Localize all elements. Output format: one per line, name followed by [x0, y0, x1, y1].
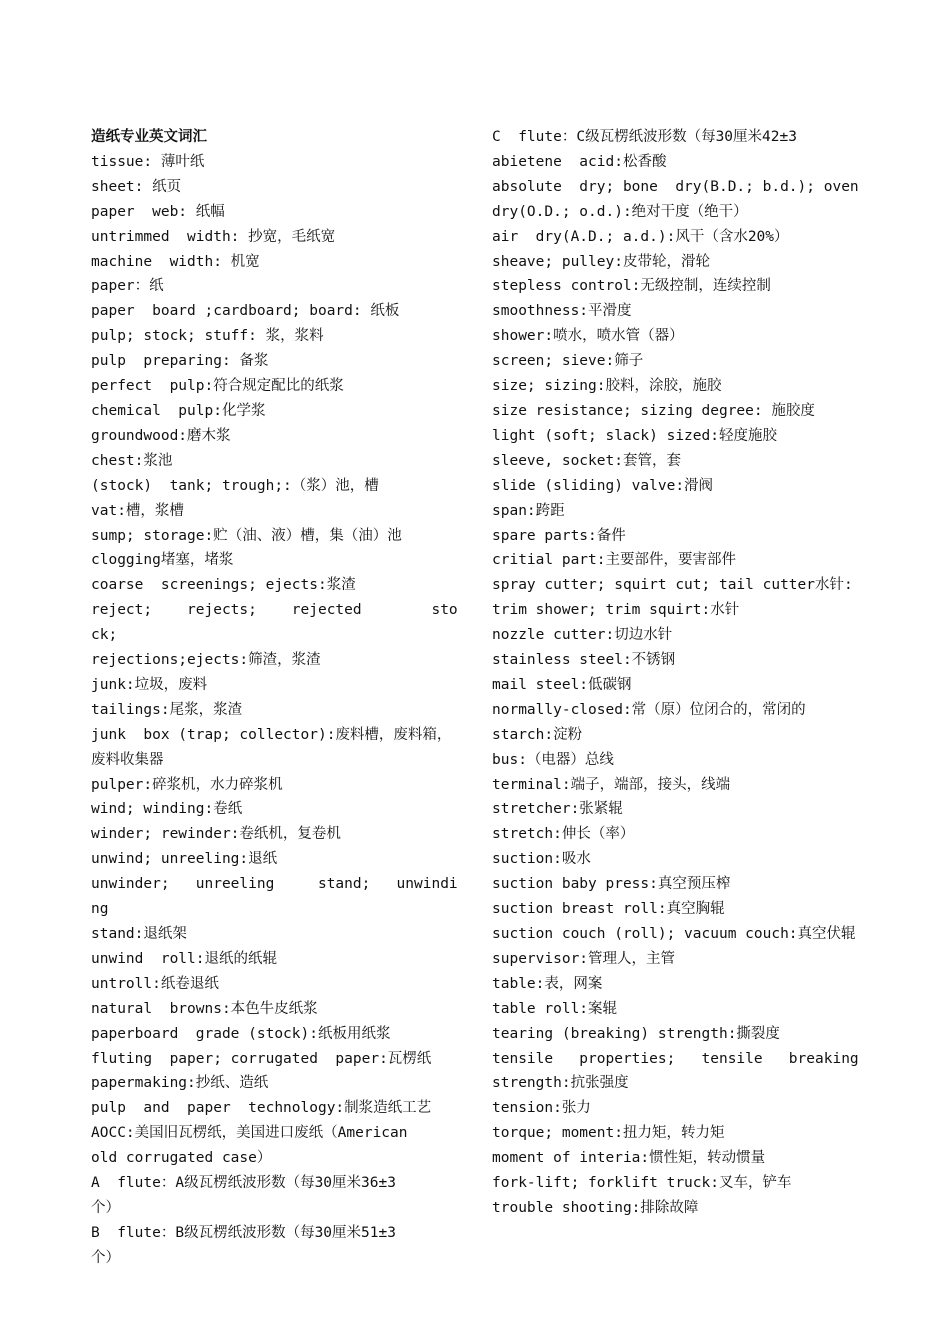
glossary-line: air dry(A.D.; a.d.):风干（含水20%） [492, 228, 789, 245]
glossary-line: sheave; pulley:皮带轮，滑轮 [492, 253, 710, 270]
glossary-line: 个） [91, 1199, 120, 1216]
glossary-line: stainless steel:不锈钢 [492, 652, 676, 669]
glossary-line: abietene acid:松香酸 [492, 153, 667, 170]
glossary-line: pulp and paper technology:制浆造纸工艺 [91, 1100, 432, 1117]
glossary-line: sheet: 纸页 [91, 178, 182, 195]
glossary-line: tensile properties; tensile breaking [492, 1050, 859, 1067]
glossary-line: groundwood:磨木浆 [91, 427, 231, 444]
glossary-line: suction:吸水 [492, 851, 591, 868]
right-entry-list [492, 125, 864, 1221]
glossary-line: mail steel:低碳钢 [492, 676, 632, 693]
glossary-line: winder; rewinder:卷纸机，复卷机 [91, 826, 341, 843]
glossary-line: nozzle cutter:切边水针 [492, 627, 673, 644]
glossary-line: 废料收集器 [91, 751, 164, 768]
document-title: 造纸专业英文词汇 [91, 129, 207, 145]
glossary-line: size; sizing:胶料，涂胶，施胶 [492, 378, 722, 395]
glossary-line: table:表，网案 [492, 975, 603, 992]
glossary-line: natural browns:本色牛皮纸浆 [91, 1000, 318, 1017]
glossary-line: pulper:碎浆机，水力碎浆机 [91, 776, 283, 793]
glossary-line: wind; winding:卷纸 [91, 801, 243, 818]
glossary-line: torque; moment:扭力矩，转力矩 [492, 1125, 725, 1142]
glossary-line: paperboard grade (stock):纸板用纸浆 [91, 1025, 391, 1042]
glossary-line: machine width: 机宽 [91, 253, 260, 270]
glossary-line: table roll:案辊 [492, 1000, 618, 1017]
glossary-line: stretcher:张紧辊 [492, 801, 623, 818]
glossary-line: untroll:纸卷退纸 [91, 975, 219, 992]
glossary-line: untrimmed width: 抄宽，毛纸宽 [91, 228, 336, 245]
glossary-line: supervisor:管理人，主管 [492, 950, 676, 967]
glossary-line: trouble shooting:排除故障 [492, 1199, 699, 1216]
glossary-line: stretch:伸长（率） [492, 826, 635, 843]
glossary-line: absolute dry; bone dry(B.D.; b.d.); oven [492, 178, 859, 195]
glossary-line: A flute：A级瓦楞纸波形数（每30厘米36±3 [91, 1175, 396, 1192]
glossary-line: span:跨距 [492, 502, 565, 519]
glossary-line: vat:槽，浆槽 [91, 502, 184, 519]
glossary-line: AOCC:美国旧瓦楞纸，美国进口废纸（American [91, 1125, 408, 1142]
glossary-line: coarse screenings; ejects:浆渣 [91, 577, 356, 594]
glossary-line: rejections;ejects:筛渣，浆渣 [91, 652, 321, 669]
glossary-line: spray cutter; squirt cut; tail cutter水针: [492, 577, 853, 594]
glossary-line: starch:淀粉 [492, 726, 583, 743]
glossary-line: pulp; stock; stuff: 浆，浆料 [91, 328, 324, 345]
glossary-line: reject; rejects; rejected stock; [91, 602, 458, 644]
glossary-line: light (soft; slack) sized:轻度施胶 [492, 427, 777, 444]
glossary-line: tailings:尾浆，浆渣 [91, 701, 243, 718]
glossary-line: chest:浆池 [91, 452, 173, 469]
glossary-line: paper board ;cardboard; board: 纸板 [91, 303, 400, 320]
glossary-line: screen; sieve:筛子 [492, 353, 644, 370]
glossary-line: suction couch (roll); vacuum couch:真空伏辊 [492, 926, 856, 942]
glossary-line: junk box (trap; collector):废料槽，废料箱， [91, 726, 452, 743]
glossary-line: spare parts:备件 [492, 527, 626, 544]
glossary-line: smoothness:平滑度 [492, 303, 632, 320]
glossary-line: shower:喷水，喷水管（器） [492, 328, 684, 345]
glossary-line: fork-lift; forklift truck:叉车，铲车 [492, 1175, 792, 1192]
glossary-line: paper web: 纸幅 [91, 203, 225, 220]
glossary-line: chemical pulp:化学浆 [91, 402, 266, 419]
glossary-line: tension:张力 [492, 1100, 591, 1117]
glossary-line: moment of interia:惯性矩，转动惯量 [492, 1150, 766, 1167]
glossary-line: 个） [91, 1249, 120, 1266]
glossary-line: clogging堵塞，堵浆 [91, 552, 234, 569]
left-entry-list [91, 150, 463, 1271]
glossary-line: stepless control:无级控制，连续控制 [492, 278, 771, 295]
glossary-line: tearing (breaking) strength:撕裂度 [492, 1025, 780, 1042]
glossary-line: size resistance; sizing degree: 施胶度 [492, 402, 815, 419]
right-column [492, 125, 864, 1221]
glossary-line: slide (sliding) valve:滑阀 [492, 477, 714, 494]
glossary-line: critial part:主要部件，要害部件 [492, 552, 736, 569]
glossary-line: C flute：C级瓦楞纸波形数（每30厘米42±3 [492, 129, 797, 145]
glossary-line: old corrugated case） [91, 1150, 272, 1167]
glossary-line: pulp preparing: 备浆 [91, 353, 269, 370]
glossary-line: unwinder; unreeling stand; unwinding [91, 876, 458, 918]
glossary-line: trim shower; trim squirt:水针 [492, 602, 740, 619]
glossary-line: fluting paper; corrugated paper:瓦楞纸 [91, 1050, 432, 1067]
glossary-line: sleeve, socket:套管，套 [492, 452, 681, 469]
glossary-line: sump; storage:贮（油、液）槽，集（油）池 [91, 527, 402, 544]
left-column [91, 125, 463, 1271]
glossary-line: strength:抗张强度 [492, 1075, 629, 1092]
glossary-line: stand:退纸架 [91, 926, 187, 942]
glossary-line: tissue: 薄叶纸 [91, 153, 205, 170]
glossary-line: normally-closed:常（原）位闭合的，常闭的 [492, 701, 806, 718]
glossary-line: suction breast roll:真空胸辊 [492, 901, 725, 918]
glossary-line: dry(O.D.; o.d.):绝对干度（绝干） [492, 203, 748, 220]
glossary-line: terminal:端子，端部，接头，线端 [492, 776, 731, 793]
glossary-line: unwind; unreeling:退纸 [91, 851, 278, 868]
glossary-line: (stock) tank; trough;:（浆）池，槽 [91, 477, 379, 494]
glossary-line: unwind roll:退纸的纸辊 [91, 950, 277, 967]
glossary-line: paper：纸 [91, 278, 164, 295]
glossary-line: papermaking:抄纸、造纸 [91, 1075, 269, 1092]
glossary-line: perfect pulp:符合规定配比的纸浆 [91, 378, 344, 395]
glossary-line: B flute：B级瓦楞纸波形数（每30厘米51±3 [91, 1224, 396, 1241]
glossary-line: bus:（电器）总线 [492, 751, 614, 768]
glossary-line: junk:垃圾，废料 [91, 676, 208, 693]
glossary-line: suction baby press:真空预压榨 [492, 876, 731, 893]
